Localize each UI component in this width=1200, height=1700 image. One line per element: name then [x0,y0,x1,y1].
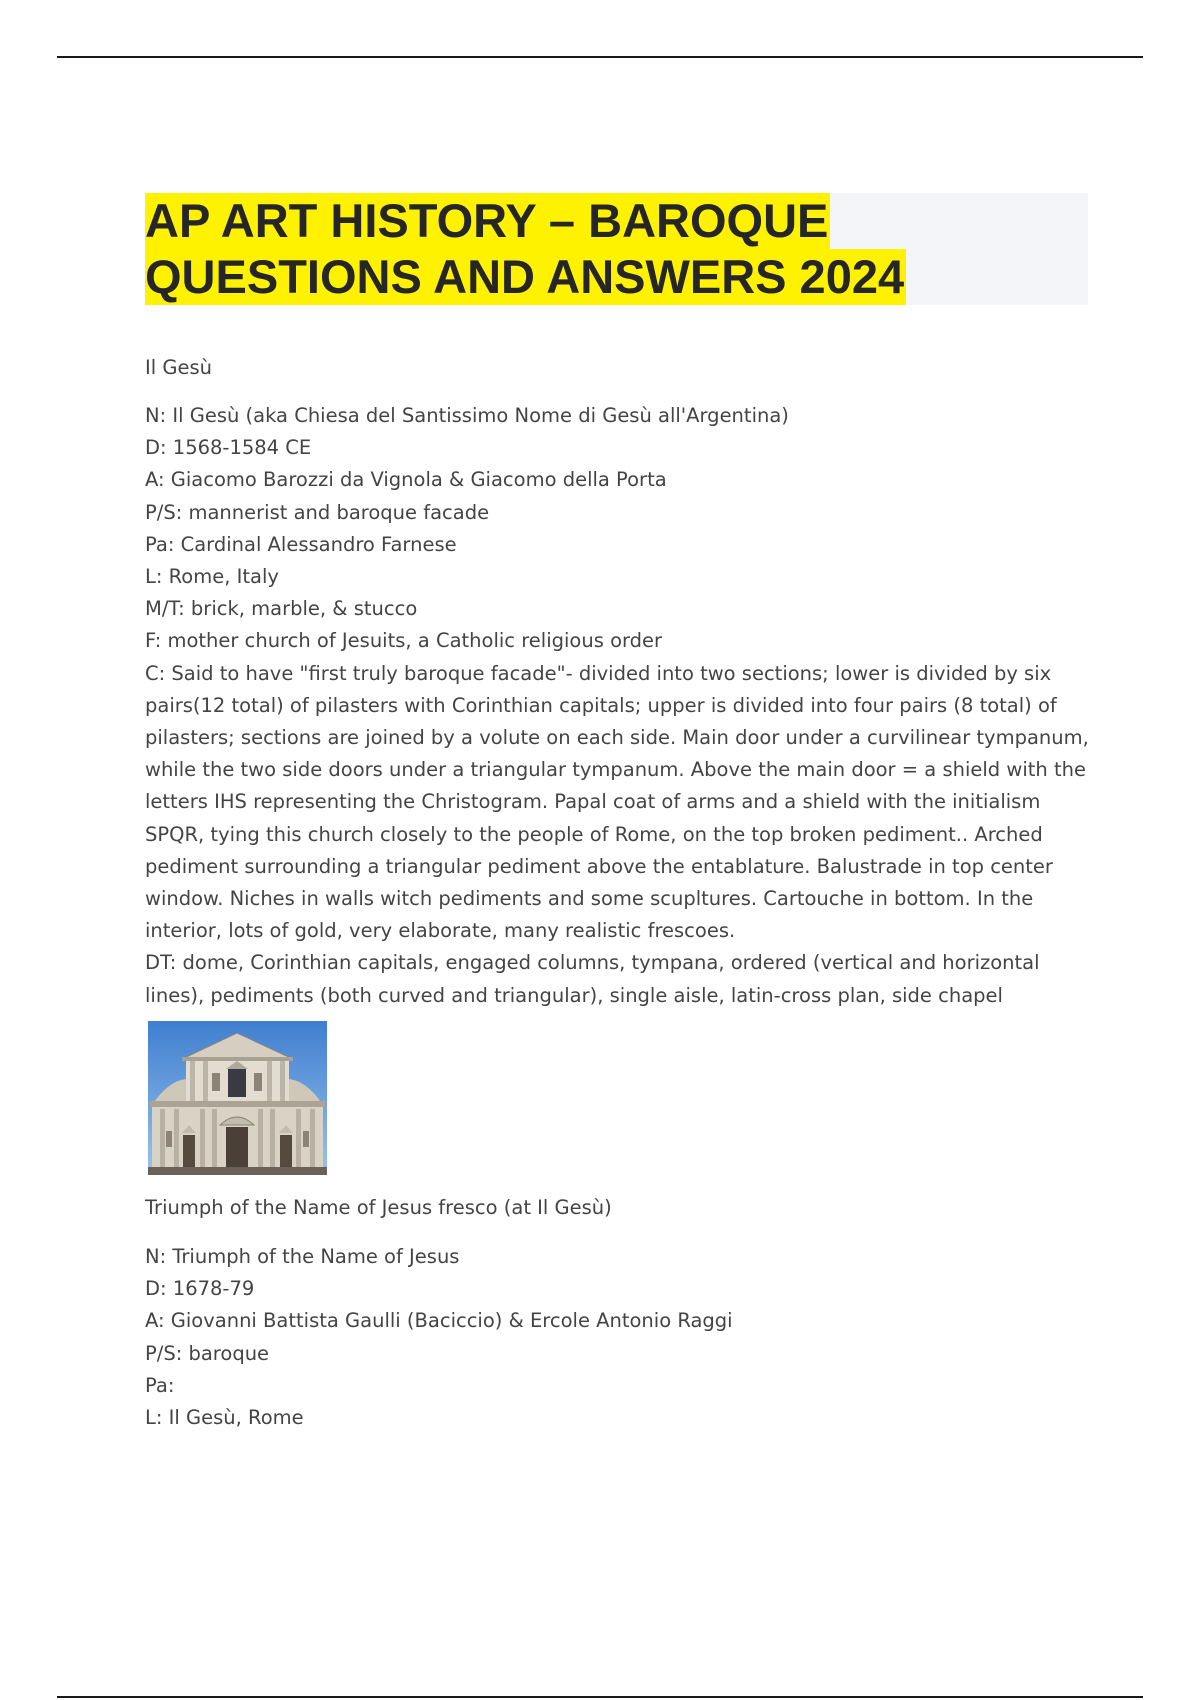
detail-name: N: Triumph of the Name of Jesus [145,1245,460,1268]
detail-date: D: 1678-79 [145,1277,255,1301]
detail-period-style: P/S: mannerist and baroque facade [145,500,490,524]
entry-details-il-gesu [145,400,1095,1012]
top-rule [57,56,1143,58]
detail-materials: M/T: brick, marble, & stucco [145,597,418,621]
detail-name: N: Il Gesù (aka Chiesa del Santissimo Nome di Gesù all'Argentina) [145,404,789,427]
detail-content: C: Said to have "first truly baroque facade"- divided into two sections; lower is divided by six pairs(12 total) of pilasters with Corinthian capitals; upper is divided into four pairs (8 total) of pilasters; sections are joined by a volute on each side. Main door under a curvilinear tympanum, while the two side doors under a triangular tympanum. Above the main door = a shield with the letters IHS representing the Christogram. Papal coat of arms and a shield with the initialism SPQR, tying this church closely to the people of Rome, on the top broken pediment.. Arched pediment surrounding a triangular pediment above the entablature. Balustrade in top center window. Niches in walls witch pediments and some scupltures. Cartouche in bottom. In the interior, lots of gold, very elaborate, many realistic frescoes. [145,661,1089,943]
entry-heading-il-gesu: Il Gesù [145,356,212,379]
detail-date: D: 1568-1584 CE [145,436,312,460]
entry-heading-triumph: Triumph of the Name of Jesus fresco (at Il Gesù) [145,1196,612,1219]
bottom-rule [57,1696,1143,1698]
title-line-1: AP ART HISTORY – BAROQUE [145,194,829,247]
detail-function: F: mother church of Jesuits, a Catholic religious order [145,629,663,653]
detail-design-techniques: DT: dome, Corinthian capitals, engaged columns, tympana, ordered (vertical and horizontal lines), pediments (both curved and triangular), single aisle, latin-cross plan, side chapel [145,951,1040,1007]
document-title [145,193,1088,305]
il-gesu-facade-photo [148,1021,327,1175]
detail-location: L: Rome, Italy [145,565,279,589]
entry-details-triumph [145,1241,1095,1434]
detail-artist: A: Giovanni Battista Gaulli (Baciccio) & Ercole Antonio Raggi [145,1309,733,1333]
detail-patron: Pa: [145,1373,175,1397]
title-line-2: QUESTIONS AND ANSWERS 2024 [145,250,905,303]
detail-period-style: P/S: baroque [145,1341,270,1365]
detail-patron: Pa: Cardinal Alessandro Farnese [145,532,457,556]
detail-artist: A: Giacomo Barozzi da Vignola & Giacomo della Porta [145,468,667,492]
detail-location: L: Il Gesù, Rome [145,1406,304,1430]
